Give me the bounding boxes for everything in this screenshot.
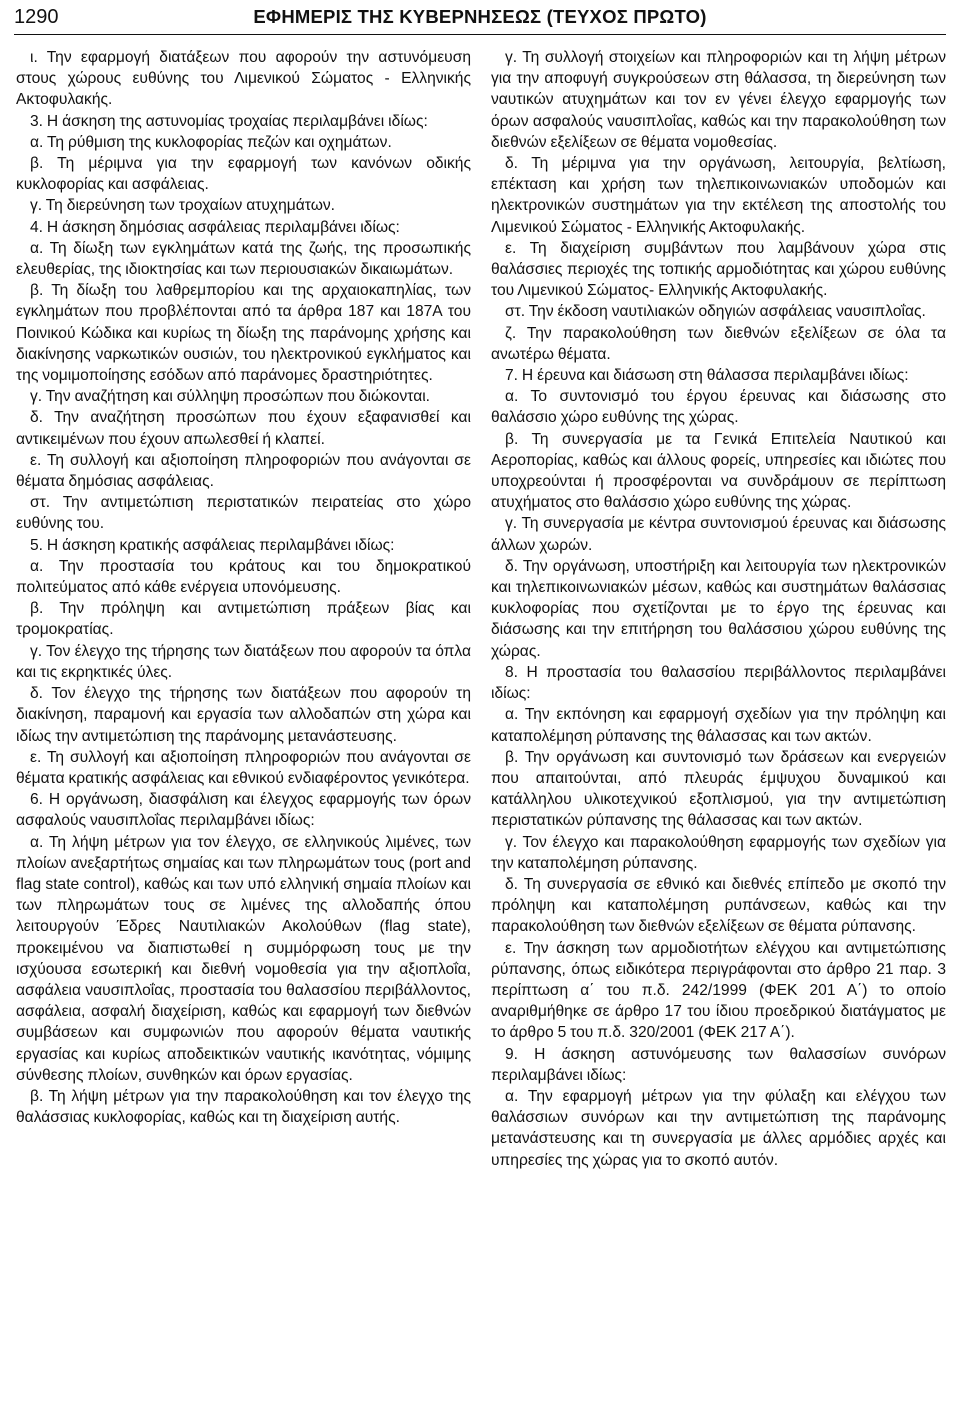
paragraph: ε. Τη συλλογή και αξιοποίηση πληροφοριών που ανάγονται σε θέματα δημόσιας ασφάλειας. (16, 451, 471, 491)
paragraph: α. Την προστασία του κράτους και του δημοκρατικού πολιτεύματος από κάθε ενέργεια υπονόμευσης. (16, 557, 471, 597)
paragraph: 6. Η οργάνωση, διασφάλιση και έλεγχος εφαρμογής των όρων ασφαλούς ναυσιπλοΐας περιλαμβάνει ιδίως: (16, 791, 471, 830)
paragraph: α. Τη δίωξη των εγκλημάτων κατά της ζωής, της προσωπικής ελευθερίας, της ιδιοκτησίας και των περιουσιακών δικαιωμάτων. (16, 239, 471, 279)
paragraph: γ. Τη συνεργασία με κέντρα συντονισμού έρευνας και διάσωσης άλλων χωρών. (491, 515, 946, 554)
paragraph: γ. Την αναζήτηση και σύλληψη προσώπων που διώκονται. (30, 388, 431, 406)
page-header (14, 4, 946, 35)
paragraph: δ. Την οργάνωση, υποστήριξη και λειτουργία των ηλεκτρονικών και τηλεπικοινωνιακών μέσων, καθώς και συστημάτων θαλάσσιας κυκλοφορίας που σχετίζονται με το έργο της έρευνας και διάσωσης και την επιτήρηση του θαλάσσιου χώρου ευθύνης της χώρας. (491, 557, 946, 660)
paragraph: β. Τη συνεργασία με τα Γενικά Επιτελεία Ναυτικού και Αεροπορίας, καθώς και άλλους φορείς, υπηρεσίες και ιδιώτες που υποχρεούνται ή προσφέρονται να συνδράμουν σε περίπτωση ατυχήματος στο θαλάσσιο χώρο ευθύνης της χώρας. (491, 430, 946, 512)
paragraph: β. Την πρόληψη και αντιμετώπιση πράξεων βίας και τρομοκρατίας. (16, 600, 471, 639)
paragraph: ε. Την άσκηση των αρμοδιοτήτων ελέγχου και αντιμετώπισης ρύπανσης, όπως ειδικότερα περιγράφονται στο άρθρο 21 παρ. 3 περίπτωση α΄ του π.δ. 242/1999 (ΦΕΚ 201 Α΄) το οποίο αναριθμήθηκε σε άρθρο 17 του ίδιου προεδρικού διατάγματος με το άρθρο 5 του π.δ. 320/2001 (ΦΕΚ 217 Α΄). (491, 939, 946, 1042)
paragraph: γ. Τη διερεύνηση των τροχαίων ατυχημάτων. (30, 197, 335, 215)
paragraph: β. Τη λήψη μέτρων για την παρακολούθηση και τον έλεγχο της θαλάσσιας κυκλοφορίας, καθώς και τη διαχείριση αυτής. (16, 1087, 471, 1127)
paragraph: δ. Τη μέριμνα για την οργάνωση, λειτουργία, βελτίωση, επέκταση και χρήση των τηλεπικοινωνιακών υποδομών και ηλεκτρονικών συστημάτων για την εκτέλεση της αποστολής του Λιμενικού Σώματος - Ελληνικής Ακτοφυλακής. (491, 155, 946, 236)
paragraph: ε. Τη διαχείριση συμβάντων που λαμβάνουν χώρα στις θαλάσσιες περιοχές της τοπικής αρμοδιότητας και χώρου ευθύνης του Λιμενικού Σώματος- Ελληνικής Ακτοφυλακής. (491, 239, 946, 300)
paragraph: α. Τη ρύθμιση της κυκλοφορίας πεζών και οχημάτων. (30, 133, 392, 151)
paragraph: 9. Η άσκηση αστυνόμευσης των θαλασσίων συνόρων περιλαμβάνει ιδίως: (491, 1045, 946, 1084)
paragraph: 4. Η άσκηση δημόσιας ασφάλειας περιλαμβάνει ιδίως: (30, 218, 400, 236)
paragraph: α. Το συντονισμό του έργου έρευνας και διάσωσης στο θαλάσσιο χώρο ευθύνης της χώρας. (491, 388, 946, 427)
paragraph: β. Τη δίωξη του λαθρεμπορίου και της αρχαιοκαπηλίας, των εγκλημάτων που προβλέπονται από τα άρθρα 187 και 187Α του Ποινικού Κώδικα και κυρίως τη δίωξη της παράνομης χρήσης και διακίνησης ναρκωτικών ουσιών, του ηλεκτρονικού εγκλήματος και της νομιμοποίησης εσόδων από παράνομες δραστηριότητες. (16, 282, 471, 385)
paragraph: α. Την εφαρμογή μέτρων για την φύλαξη και ελέγχου των θαλάσσιων συνόρων και την αντιμετώπιση της παράνομης μετανάστευσης και τη συνεργασία με άλλες αρμόδιες αρχές και υπηρεσίες της χώρας για το σκοπό αυτόν. (491, 1087, 946, 1169)
left-column (16, 47, 471, 1171)
paragraph: δ. Την αναζήτηση προσώπων που έχουν εξαφανισθεί και αντικειμένων που έχουν απωλεσθεί ή κλαπεί. (16, 409, 471, 448)
paragraph: α. Την εκπόνηση και εφαρμογή σχεδίων για την πρόληψη και καταπολέμηση ρύπανσης της θάλασσας και των ακτών. (491, 706, 946, 745)
paragraph: 8. Η προστασία του θαλασσίου περιβάλλοντος περιλαμβάνει ιδίως: (491, 663, 946, 703)
paragraph: γ. Τον έλεγχο και παρακολούθηση εφαρμογής των σχεδίων για την καταπολέμηση ρύπανσης. (491, 833, 946, 872)
paragraph: 5. Η άσκηση κρατικής ασφάλειας περιλαμβάνει ιδίως: (30, 536, 395, 554)
paragraph: δ. Τον έλεγχο της τήρησης των διατάξεων που αφορούν τη διακίνηση, παραμονή και εργασία των αλλοδαπών στη χώρα και ιδίως την αντιμετώπιση της παράνομης μετανάστευσης. (16, 685, 471, 745)
paragraph: στ. Την αντιμετώπιση περιστατικών πειρατείας στο χώρο ευθύνης του. (16, 494, 471, 533)
paragraph: στ. Την έκδοση ναυτιλιακών οδηγιών ασφάλειας ναυσιπλοΐας. (505, 303, 926, 321)
paragraph: γ. Τη συλλογή στοιχείων και πληροφοριών και τη λήψη μέτρων για την αποφυγή συγκρούσεων στη θάλασσα, τη διερεύνηση των ναυτικών ατυχημάτων και τον εν γένει έλεγχο εφαρμογής των όρων ασφαλούς ναυσιπλοΐας, καθώς και την παρακολούθηση των διεθνών εξελίξεων σε θέματα νομοθεσίας. (491, 49, 946, 151)
paragraph: δ. Τη συνεργασία σε εθνικό και διεθνές επίπεδο με σκοπό την πρόληψη και καταπολέμηση ρυπάνσεων, καθώς και την παρακολούθηση των διεθνών εξελίξεων σε θέματα ρύπανσης. (491, 875, 946, 936)
paragraph: β. Τη μέριμνα για την εφαρμογή των κανόνων οδικής κυκλοφορίας και ασφάλειας. (16, 155, 471, 194)
paragraph: γ. Τον έλεγχο της τήρησης των διατάξεων που αφορούν τα όπλα και τις εκρηκτικές ύλες. (16, 642, 471, 681)
right-column (491, 47, 946, 1171)
paragraph: 3. Η άσκηση της αστυνομίας τροχαίας περιλαμβάνει ιδίως: (30, 112, 428, 130)
paragraph: β. Την οργάνωση και συντονισμό των δράσεων και ενεργειών που απαιτούνται, από πλευράς έμψυχου δυναμικού και κατάλληλου υλικοτεχνικού εξοπλισμού, για την αντιμετώπιση περιστατικών ρύπανσης της θάλασσας και των ακτών. (491, 748, 946, 830)
paragraph: 7. Η έρευνα και διάσωση στη θάλασσα περιλαμβάνει ιδίως: (505, 367, 909, 385)
gazette-title: ΕΦΗΜΕΡΙΣ ΤΗΣ ΚΥΒΕΡΝΗΣΕΩΣ (ΤΕΥΧΟΣ ΠΡΩΤΟ) (253, 6, 707, 27)
paragraph: ι. Την εφαρμογή διατάξεων που αφορούν την αστυνόμευση στους χώρους ευθύνης του Λιμενικού Σώματος - Ελληνικής Ακτοφυλακής. (16, 49, 471, 109)
page-number: 1290 (14, 6, 59, 28)
paragraph: α. Τη λήψη μέτρων για τον έλεγχο, σε ελληνικούς λιμένες, των πλοίων ανεξαρτήτως σημαίας και των πληρωμάτων τους (port and flag state control), καθώς και των υπό ελληνική σημαία πλοίων και των πληρωμάτων τους σε λιμένες της αλλοδαπής όπου λειτουργούν Έδρες Ναυτιλιακών Ακολούθων (flag state), προκειμένου να διαπιστωθεί η συμμόρφωση τους με την ισχύουσα εσωτερική και διεθνή νομοθεσία για την αξιοπλοΐα, ασφάλεια ναυσιπλοΐας, προστασία του θαλασσίου περιβάλλοντος, ασφάλεια, ασφαλή διαχείριση, καθώς και εφαρμογή των διεθνών συμβάσεων και συμφωνιών που αφορούν θέματα ναυτικής εργασίας και κυρίως αποδεικτικών ναυτικής ικανότητας, νόμιμης σύνθεσης πλοίων, συνθηκών και όρων εργασίας. (16, 833, 471, 1084)
paragraph: ζ. Την παρακολούθηση των διεθνών εξελίξεων σε όλα τα ανωτέρω θέματα. (491, 324, 946, 363)
paragraph: ε. Τη συλλογή και αξιοποίηση πληροφοριών που ανάγονται σε θέματα κρατικής ασφάλειας και εθνικού ενδιαφέροντος γενικότερα. (16, 748, 471, 787)
document-body (16, 47, 946, 1171)
